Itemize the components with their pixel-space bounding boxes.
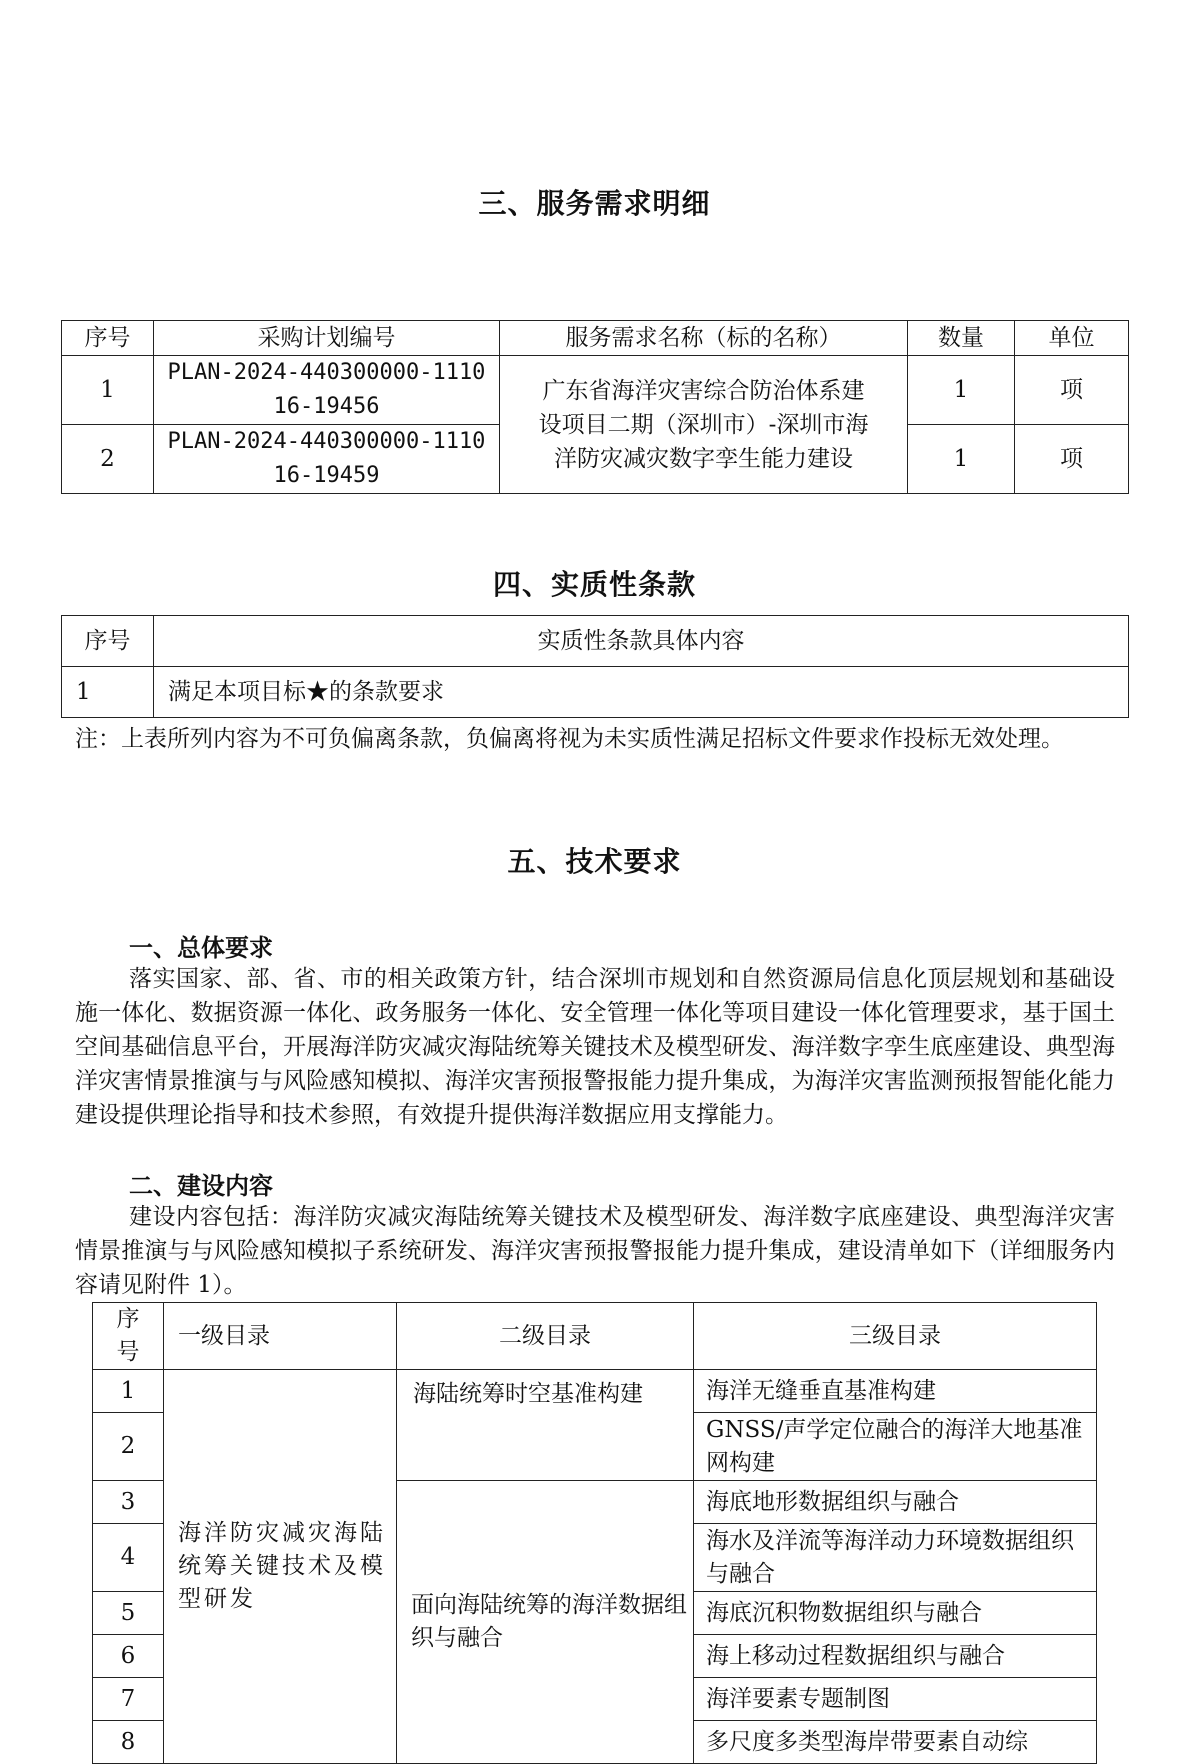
table-header-row [62,616,1129,667]
service-demand-table [61,320,1129,494]
row-no: 6 [93,1635,164,1678]
subsection-construction-title: 二、建设内容 [129,1171,273,1200]
table-row [62,667,1129,718]
row-no: 7 [93,1678,164,1721]
plan-number-line: 16-19456 [273,394,380,419]
level3-cell: 海上移动过程数据组织与融合 [694,1635,1097,1678]
plan-number-line: PLAN-2024-440300000-1110 [167,360,486,385]
header-level3: 三级目录 [694,1303,1097,1370]
header-level2: 二级目录 [397,1303,694,1370]
level3-cell: 海洋无缝垂直基准构建 [694,1370,1097,1413]
header-no: 序号 [62,321,154,356]
terms-content-cell: 满足本项目标★的条款要求 [154,667,1129,718]
general-requirements-paragraph: 落实国家、部、省、市的相关政策方针，结合深圳市规划和自然资源局信息化顶层规划和基础设施一体化、数据资源一体化、政务服务一体化、安全管理一体化等项目建设一体化管理要求，基于国土空间基础信息平台，开展海洋防灾减灾海陆统筹关键技术及模型研发、海洋数字孪生底座建设、典型海洋灾害情景推演与与风险感知模拟、海洋灾害预报警报能力提升集成，为海洋灾害监测预报智能化能力建设提供理论指导和技术参照，有效提升提供海洋数据应用支撑能力。 [75,966,1115,1128]
row-no: 1 [62,667,154,718]
service-name-line: 广东省海洋灾害综合防治体系建 [542,377,865,404]
header-level1: 一级目录 [164,1303,397,1370]
level2-cell: 海陆统筹时空基准构建 [397,1370,694,1481]
row-no: 3 [93,1481,164,1524]
section-5-title: 五、技术要求 [507,845,682,878]
table-header-row [62,321,1129,356]
header-plan-number: 采购计划编号 [154,321,500,356]
unit-cell: 项 [1015,356,1129,425]
header-quantity: 数量 [908,321,1015,356]
level3-cell: 多尺度多类型海岸带要素自动综 [694,1721,1097,1764]
substantive-terms-table [61,615,1129,718]
header-no: 序号 [62,616,154,667]
header-unit: 单位 [1015,321,1129,356]
header-terms-content: 实质性条款具体内容 [154,616,1129,667]
service-name-cell [500,356,908,494]
unit-cell: 项 [1015,425,1129,494]
row-no: 1 [62,356,154,425]
level3-cell: GNSS/声学定位融合的海洋大地基准网构建 [694,1413,1097,1481]
construction-list-table [92,1302,1097,1764]
level3-cell: 海底地形数据组织与融合 [694,1481,1097,1524]
table-row [93,1370,1097,1413]
level1-cell: 海洋防灾减灾海陆统筹关键技术及模型研发 [164,1370,397,1764]
service-name-line: 洋防灾减灾数字孪生能力建设 [554,445,853,472]
header-no-char: 序 [116,1306,140,1332]
plan-number-line: PLAN-2024-440300000-1110 [167,429,486,454]
quantity-cell: 1 [908,425,1015,494]
level3-cell: 海底沉积物数据组织与融合 [694,1592,1097,1635]
table-header-row [93,1303,1097,1370]
level3-cell: 海水及洋流等海洋动力环境数据组织与融合 [694,1524,1097,1592]
row-no: 1 [93,1370,164,1413]
table-row [62,356,1129,425]
header-service-name: 服务需求名称（标的名称） [500,321,908,356]
table-note: 注：上表所列内容为不可负偏离条款，负偏离将视为未实质性满足招标文件要求作投标无效处理。 [75,726,1064,752]
header-no [93,1303,164,1370]
service-name-line: 设项目二期（深圳市）-深圳市海 [538,411,869,438]
row-no: 2 [93,1413,164,1481]
row-no: 8 [93,1721,164,1764]
subsection-general-title: 一、总体要求 [129,933,273,962]
plan-number-cell [154,425,500,494]
row-no: 2 [62,425,154,494]
header-no-char: 号 [116,1339,140,1365]
section-3-title: 三、服务需求明细 [478,187,711,220]
construction-content-paragraph: 建设内容包括：海洋防灾减灾海陆统筹关键技术及模型研发、海洋数字底座建设、典型海洋灾害情景推演与与风险感知模拟子系统研发、海洋灾害预报警报能力提升集成，建设清单如下（详细服务内容请见附件 1）。 [75,1204,1115,1298]
plan-number-line: 16-19459 [273,463,380,488]
plan-number-cell [154,356,500,425]
level2-cell: 面向海陆统筹的海洋数据组织与融合 [397,1481,694,1764]
row-no: 4 [93,1524,164,1592]
section-4-title: 四、实质性条款 [492,568,696,601]
quantity-cell: 1 [908,356,1015,425]
level3-cell: 海洋要素专题制图 [694,1678,1097,1721]
row-no: 5 [93,1592,164,1635]
